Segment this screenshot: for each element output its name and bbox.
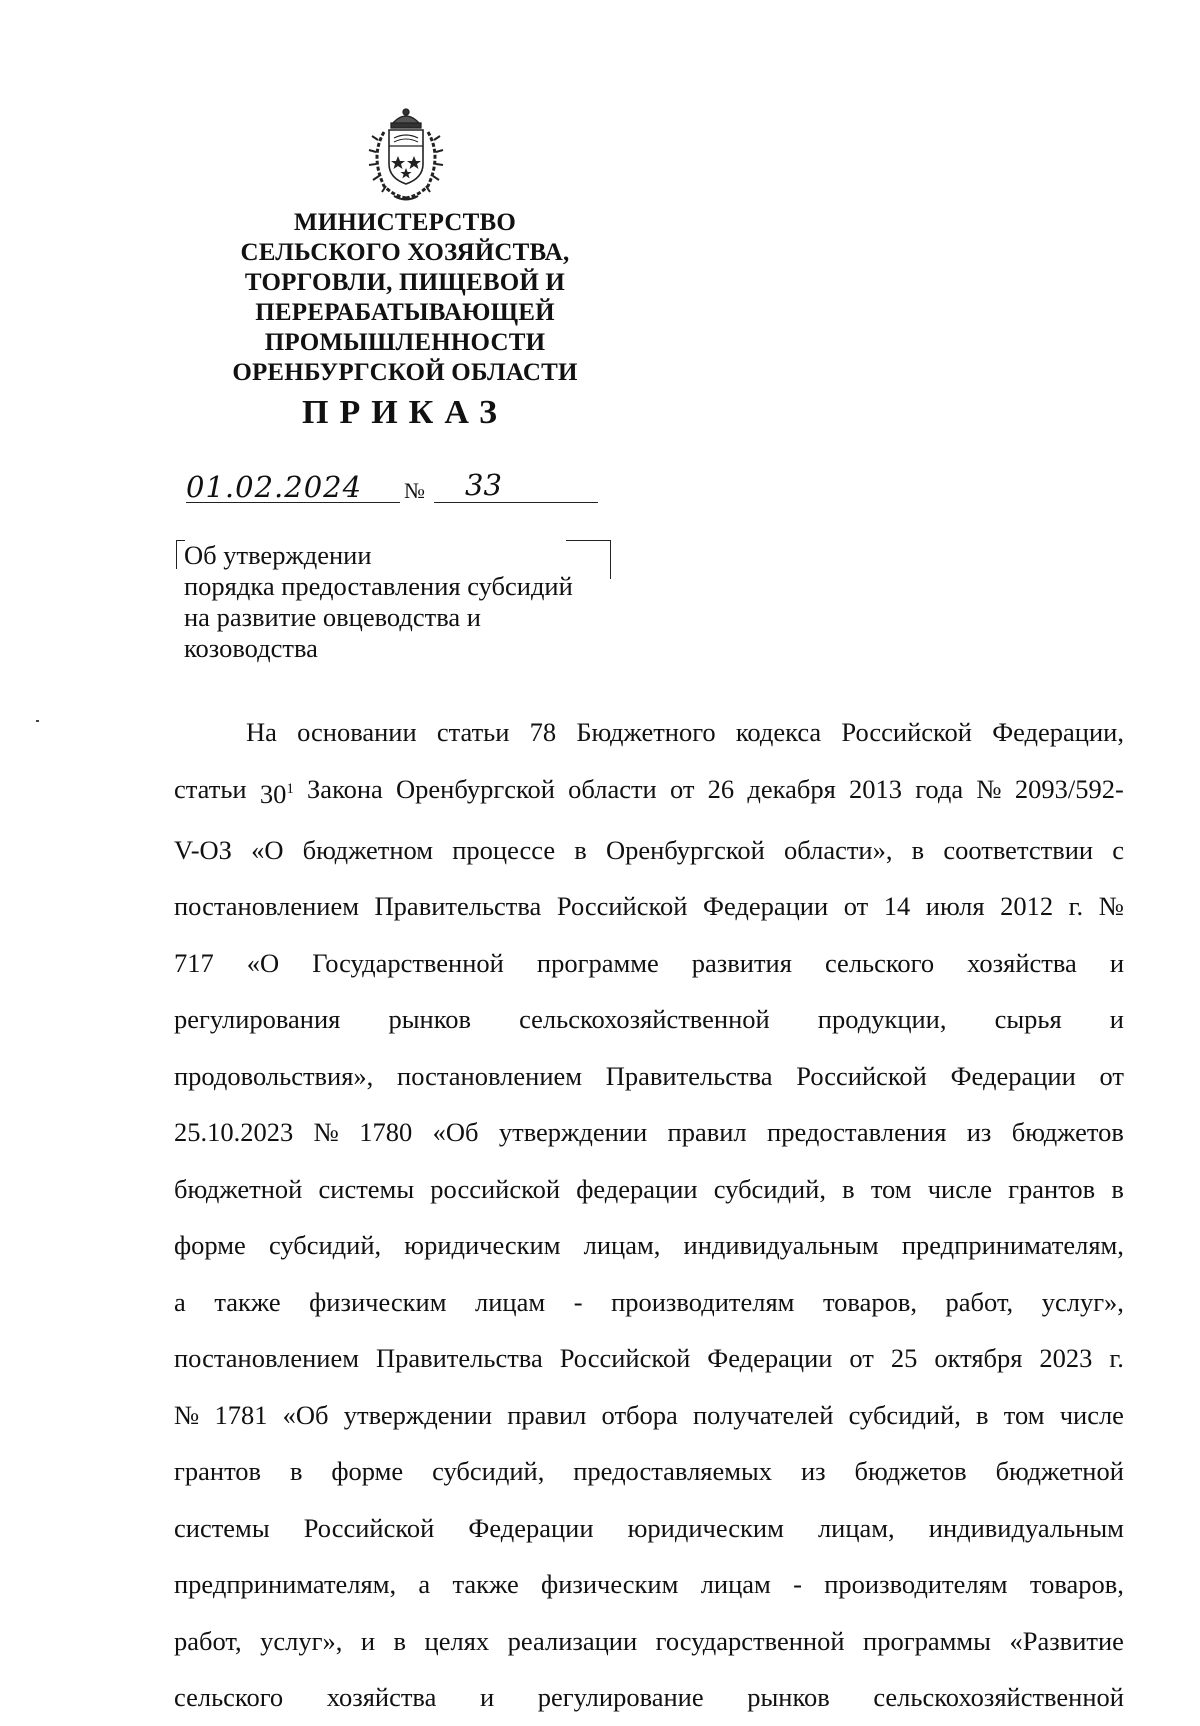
body-word: сельского [174, 1682, 284, 1713]
body-word: лицам, [583, 1230, 661, 1261]
order-title: ПРИКАЗ [302, 394, 508, 431]
body-word: 2013 [849, 773, 902, 804]
body-word: 2023 [1039, 1343, 1093, 1374]
body-word: а [174, 1286, 186, 1317]
body-word: декабря [747, 773, 836, 804]
body-line [174, 1556, 1124, 1613]
body-word: Федерации [707, 1343, 833, 1374]
body-word: бюджетов [854, 1456, 967, 1487]
body-line [174, 1274, 1124, 1331]
body-word: 1781 [214, 1399, 268, 1430]
body-word: российской [430, 1173, 561, 1204]
body-word: программы [863, 1625, 991, 1656]
body-line [174, 935, 1124, 992]
body-word: работ, [174, 1625, 242, 1656]
body-word: бюджетной [995, 1456, 1124, 1487]
body-word: Российской [303, 1512, 435, 1543]
body-word: числе [1059, 1399, 1124, 1430]
number-underline [434, 502, 598, 503]
body-line [174, 991, 1124, 1048]
body-word: $30^1$ [259, 778, 294, 809]
body-word: Российской [559, 1343, 691, 1374]
body-word: статьи [436, 717, 510, 747]
body-word: рынков [747, 1682, 830, 1713]
body-word: с [1112, 834, 1124, 865]
subject-line: козоводства [184, 633, 318, 663]
body-word: том [1003, 1399, 1045, 1430]
body-word: Государственной [312, 947, 504, 978]
body-word: услуг», [1041, 1286, 1124, 1317]
body-word: в [1111, 1173, 1124, 1204]
body-word: Федерации, [992, 717, 1124, 747]
body-word: № [976, 773, 1002, 804]
body-line [174, 761, 1124, 822]
body-word: и [479, 1682, 495, 1713]
body-word: 717 [174, 947, 214, 978]
body-word: 2093/592- [1014, 773, 1124, 804]
body-word: - [793, 1569, 802, 1600]
body-word: юридическим [404, 1230, 561, 1261]
order-date: 01.02.2024 [186, 470, 363, 504]
body-word: в [393, 1625, 407, 1656]
ministry-name [205, 208, 605, 388]
body-word: области [568, 773, 657, 804]
body-word: в [574, 834, 587, 865]
body-word: товаров, [1029, 1569, 1124, 1600]
body-word: бюджетном [302, 834, 434, 865]
body-word: утверждении [343, 1399, 493, 1430]
body-word: в [976, 1399, 989, 1430]
body-word: производителям [824, 1569, 1008, 1600]
ministry-line: ПРОМЫШЛЕННОСТИ [264, 329, 546, 356]
body-word: постановлением [174, 891, 359, 922]
body-word: статьи [174, 773, 247, 804]
body-word: бюджетов [1011, 1117, 1124, 1148]
body-word: 78 [529, 717, 557, 747]
body-word: также [452, 1569, 519, 1600]
body-word: № [1098, 891, 1124, 922]
body-word: регулирование [537, 1682, 704, 1713]
body-word: системы [318, 1173, 415, 1204]
body-word: постановлением [397, 1060, 583, 1091]
body-word: реализации [507, 1625, 638, 1656]
body-word: Федерации [703, 891, 829, 922]
body-word: Правительства [605, 1060, 773, 1091]
body-word: от [669, 773, 695, 804]
body-word: хозяйства [326, 1682, 437, 1713]
order-number: 33 [465, 468, 502, 502]
body-line [174, 1387, 1124, 1444]
body-word: в [911, 834, 925, 865]
body-word: правил [507, 1399, 587, 1430]
body-word: процессе [452, 834, 556, 865]
body-word: Российской [556, 891, 688, 922]
body-word: правил [667, 1117, 747, 1148]
body-word: физическим [309, 1286, 447, 1317]
body-word: субсидий, [848, 1399, 961, 1430]
ministry-line: ПЕРЕРАБАТЫВАЮЩЕЙ [255, 299, 555, 326]
subject-line: Об утверждении [184, 540, 372, 570]
body-word: Правительства [375, 1343, 543, 1374]
body-word: постановлением [174, 1343, 359, 1374]
body-word: грантов [174, 1456, 262, 1487]
body-word: услуг», [260, 1625, 343, 1656]
body-word: На [246, 717, 277, 747]
body-word: юридическим [627, 1512, 784, 1543]
body-word: от [1099, 1060, 1124, 1091]
body-word: Российской [841, 717, 972, 747]
body-word: бюджетной [174, 1173, 303, 1204]
body-line [174, 1613, 1124, 1670]
body-word: работ, [945, 1286, 1014, 1317]
body-word: развития [691, 947, 792, 978]
body-word: 26 [707, 773, 735, 804]
body-line [174, 878, 1124, 935]
subject-line: порядка предоставления субсидий [184, 571, 573, 601]
body-word: индивидуальным [928, 1512, 1124, 1543]
body-word: Федерации [950, 1060, 1076, 1091]
body-word: федерации [576, 1173, 698, 1204]
body-word: «Об [432, 1117, 479, 1148]
body-line [174, 1443, 1124, 1500]
body-word: из [800, 1456, 826, 1487]
body-word: в [842, 1173, 855, 1204]
body-word: субсидий, [432, 1456, 545, 1487]
order-subject [184, 540, 624, 664]
body-word: субсидий, [713, 1173, 826, 1204]
body-word: сельского [824, 947, 935, 978]
body-word: том [870, 1173, 912, 1204]
body-line [174, 1048, 1124, 1105]
body-word: № [313, 1117, 339, 1148]
body-word: «Развитие [1009, 1625, 1124, 1656]
body-word: продукции, [817, 1004, 947, 1035]
body-word: от [843, 891, 869, 922]
subject-line: на развитие овцеводства и [184, 602, 481, 632]
body-word: государственной [655, 1625, 845, 1656]
body-word: 2012 [1000, 891, 1054, 922]
body-word: субсидий, [268, 1230, 382, 1261]
body-word: предоставления [767, 1117, 947, 1148]
body-word: регулирования [174, 1004, 341, 1035]
body-word: системы [174, 1512, 270, 1543]
body-word: предпринимателям, [174, 1569, 397, 1600]
body-word: получателей [692, 1399, 834, 1430]
body-word: утверждении [498, 1117, 648, 1148]
body-word: предоставляемых [573, 1456, 773, 1487]
body-word: лицам [700, 1569, 771, 1600]
number-sign: № [404, 478, 425, 503]
body-word: 25.10.2023 [174, 1117, 294, 1148]
scan-mark [36, 720, 39, 722]
body-word: Правительства [374, 891, 542, 922]
order-body [174, 704, 1124, 1726]
body-line [174, 1500, 1124, 1557]
body-line [174, 1330, 1124, 1387]
body-word: г. [1068, 891, 1084, 922]
ministry-line: МИНИСТЕРСТВО [293, 209, 517, 236]
body-word: рынков [388, 1004, 471, 1035]
body-word: Оренбургской [396, 773, 555, 804]
body-word: «Об [282, 1399, 329, 1430]
body-word: года [915, 773, 964, 804]
body-line [174, 1217, 1124, 1274]
body-word: числе [927, 1173, 992, 1204]
body-word: июля [925, 891, 985, 922]
body-word: отбора [601, 1399, 678, 1430]
body-word: хозяйства [967, 947, 1077, 978]
body-word: целях [424, 1625, 490, 1656]
body-word: V-ОЗ [174, 834, 232, 865]
body-word: г. [1109, 1343, 1124, 1374]
body-word: физическим [541, 1569, 679, 1600]
body-word: «О [251, 834, 284, 865]
body-word: предпринимателям, [901, 1230, 1124, 1261]
body-word: кодекса [735, 717, 822, 747]
body-word: и [1109, 1004, 1124, 1035]
body-word: сельскохозяйственной [873, 1682, 1124, 1713]
body-word: товаров, [822, 1286, 917, 1317]
body-word: Российской [796, 1060, 927, 1091]
body-word: области», [784, 834, 893, 865]
body-word: Бюджетного [576, 717, 716, 747]
body-line [174, 822, 1124, 879]
body-word: - [573, 1286, 583, 1317]
body-word: от [849, 1343, 874, 1374]
body-word: соответствии [943, 834, 1094, 865]
body-line [174, 704, 1124, 761]
body-word: программе [536, 947, 659, 978]
body-word: производителям [611, 1286, 795, 1317]
body-word: в [289, 1456, 303, 1487]
body-word: лицам, [817, 1512, 895, 1543]
ministry-line: СЕЛЬСКОГО ХОЗЯЙСТВА, [240, 239, 570, 266]
coat-of-arms-icon [364, 106, 448, 204]
body-word: из [966, 1117, 992, 1148]
body-word: Федерации [468, 1512, 594, 1543]
body-word: 1780 [359, 1117, 413, 1148]
body-word: Оренбургской [605, 834, 765, 865]
ministry-line: ОРЕНБУРГСКОЙ ОБЛАСТИ [232, 359, 578, 386]
body-word: 25 [890, 1343, 918, 1374]
body-word: 14 [883, 891, 911, 922]
body-word: продовольствия», [174, 1060, 374, 1091]
body-word: индивидуальным [683, 1230, 879, 1261]
body-line [174, 1104, 1124, 1161]
body-word: также [214, 1286, 281, 1317]
body-word: сырья [994, 1004, 1062, 1035]
body-word: и [1109, 947, 1124, 978]
body-word: Закона [307, 773, 383, 804]
body-word: лицам [475, 1286, 546, 1317]
body-word: форме [331, 1456, 404, 1487]
body-word: и [360, 1625, 376, 1656]
body-line [174, 1161, 1124, 1218]
ministry-line: ТОРГОВЛИ, ПИЩЕВОЙ И [244, 269, 566, 296]
body-word: № [174, 1399, 200, 1430]
body-word: форме [174, 1230, 246, 1261]
body-word: а [418, 1569, 431, 1600]
body-word: сельскохозяйственной [519, 1004, 770, 1035]
body-word: «О [246, 947, 280, 978]
body-word: грантов [1008, 1173, 1096, 1204]
date-underline [186, 502, 400, 503]
body-word: октября [934, 1343, 1023, 1374]
body-word: основании [297, 717, 417, 747]
